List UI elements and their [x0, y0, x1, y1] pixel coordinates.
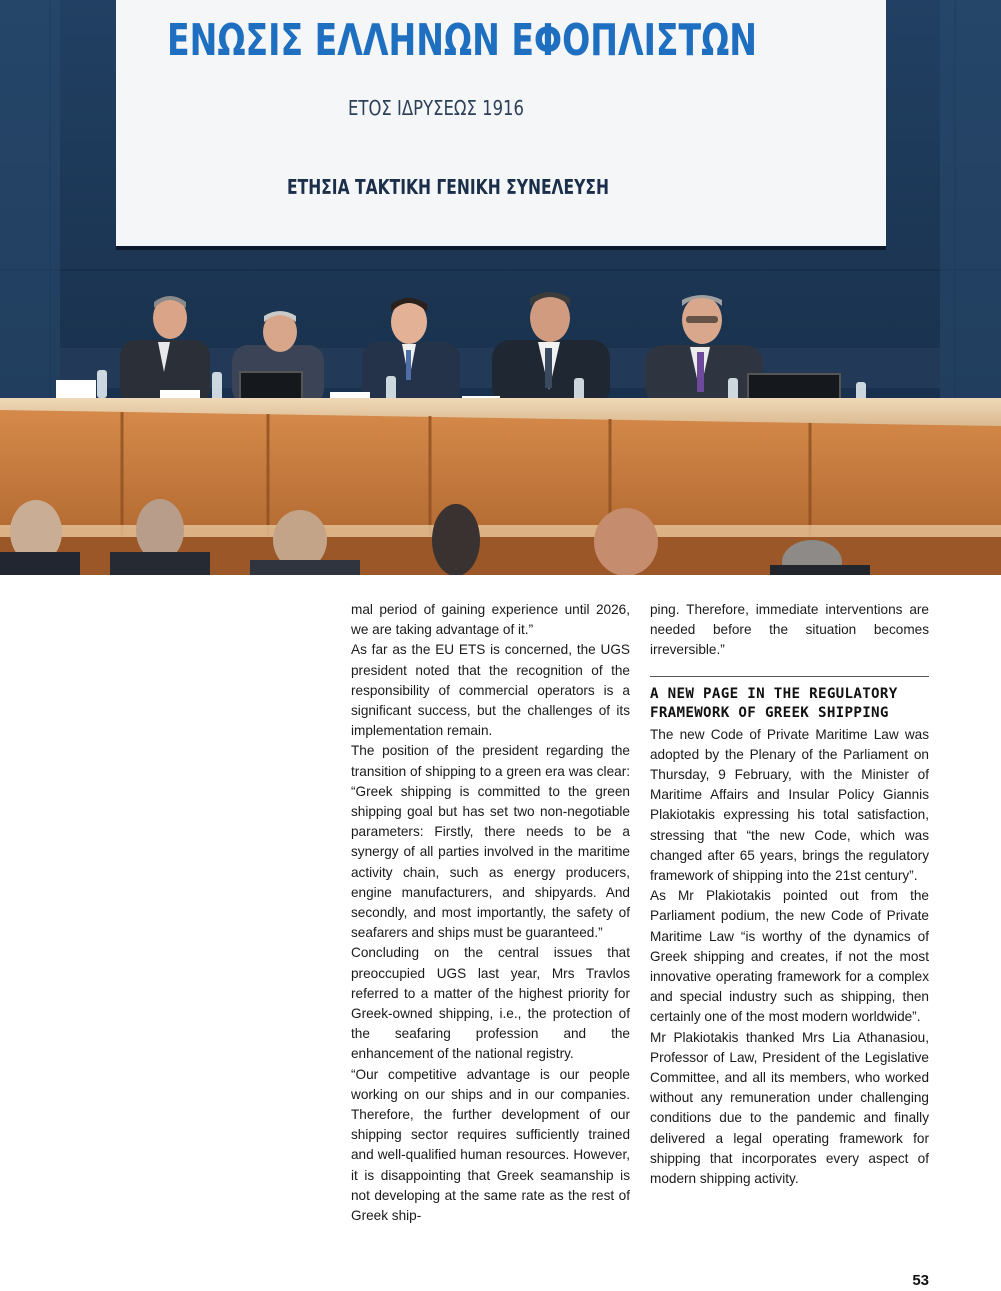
paragraph: Mr Plakiotakis thanked Mrs Lia Athanasiou, Professor of Law, President of the Legislative Committee, and all its members, who worked without any remuneration under challenging conditions due to the pandemic and finally delivered a legal operating framework for shipping that incorporates every aspect of modern shipping activity.	[650, 1029, 929, 1187]
article-column-right	[650, 600, 929, 1189]
event-photo	[0, 0, 1001, 575]
banner-title: ΕΝΩΣΙΣ ΕΛΛΗΝΩΝ ΕΦΟΠΛΙΣΤΩΝ	[167, 15, 757, 66]
section-heading: A NEW PAGE IN THE REGULATORY FRAMEWORK OF GREEK SHIPPING	[650, 685, 898, 721]
paragraph: Concluding on the central issues that preoccupied UGS last year, Mrs Travlos referred to a matter of the highest priority for Greek-owned shipping, i.e., the protection of the seafaring profession and the enhancement of the national registry.	[351, 945, 630, 1062]
section-divider	[650, 676, 929, 677]
banner-year: ΕΤΟΣ ΙΔΡΥΣΕΩΣ 1916	[348, 96, 524, 120]
article-column-left	[351, 600, 630, 1226]
paragraph: As far as the EU ETS is concerned, the UGS president noted that the recognition of the responsibility of commercial operators is a significant success, but the challenges of its implementation remain.	[351, 642, 630, 739]
banner-event: ΕΤΗΣΙΑ ΤΑΚΤΙΚΗ ΓΕΝΙΚΗ ΣΥΝΕΛΕΥΣΗ	[287, 175, 609, 199]
conference-scene	[0, 0, 1001, 575]
paragraph: “Our competitive advantage is our people working on our ships and in our companies. Therefore, the further development of our shipping sector requires sufficiently trained and well-qualified human resources. However, it is disappointing that Greek seamanship is not developing at the same rate as the rest of Greek ship-	[351, 1066, 630, 1224]
side-panel-left	[0, 0, 60, 400]
paragraph: As Mr Plakiotakis pointed out from the Parliament podium, the new Code of Private Maritime Law “is worthy of the dynamics of Greek shipping and creates, if not the most innovative operating framework for a complex and special industry such as shipping, then certainly one of the most modern worldwide”.	[650, 888, 929, 1025]
side-panel-right	[940, 0, 1001, 400]
paragraph: The new Code of Private Maritime Law was adopted by the Plenary of the Parliament on Thursday, 9 February, with the Minister of Maritime Affairs and Insular Policy Giannis Plakiotakis expressing his total satisfaction, stressing that “the new Code, which was changed after 65 years, brings the regulatory framework of shipping into the 21st century”.	[650, 726, 929, 884]
paragraph: mal period of gaining experience until 2026, we are taking advantage of it.”	[351, 602, 630, 638]
paragraph: ping. Therefore, immediate interventions are needed before the situation becomes irreversible.”	[650, 602, 929, 658]
paragraph: The position of the president regarding the transition of shipping to a green era was clear: “Greek shipping is committed to the green shipping goal but has set two non-negotiable parameters: Firstly, there needs to be a synergy of all parties involved in the maritime activity chain, such as energy producers, engine manufacturers, and shipyards. And secondly, and most importantly, the safety of seafarers and ships must be guaranteed.”	[351, 743, 630, 941]
page-number: 53	[912, 1272, 929, 1289]
